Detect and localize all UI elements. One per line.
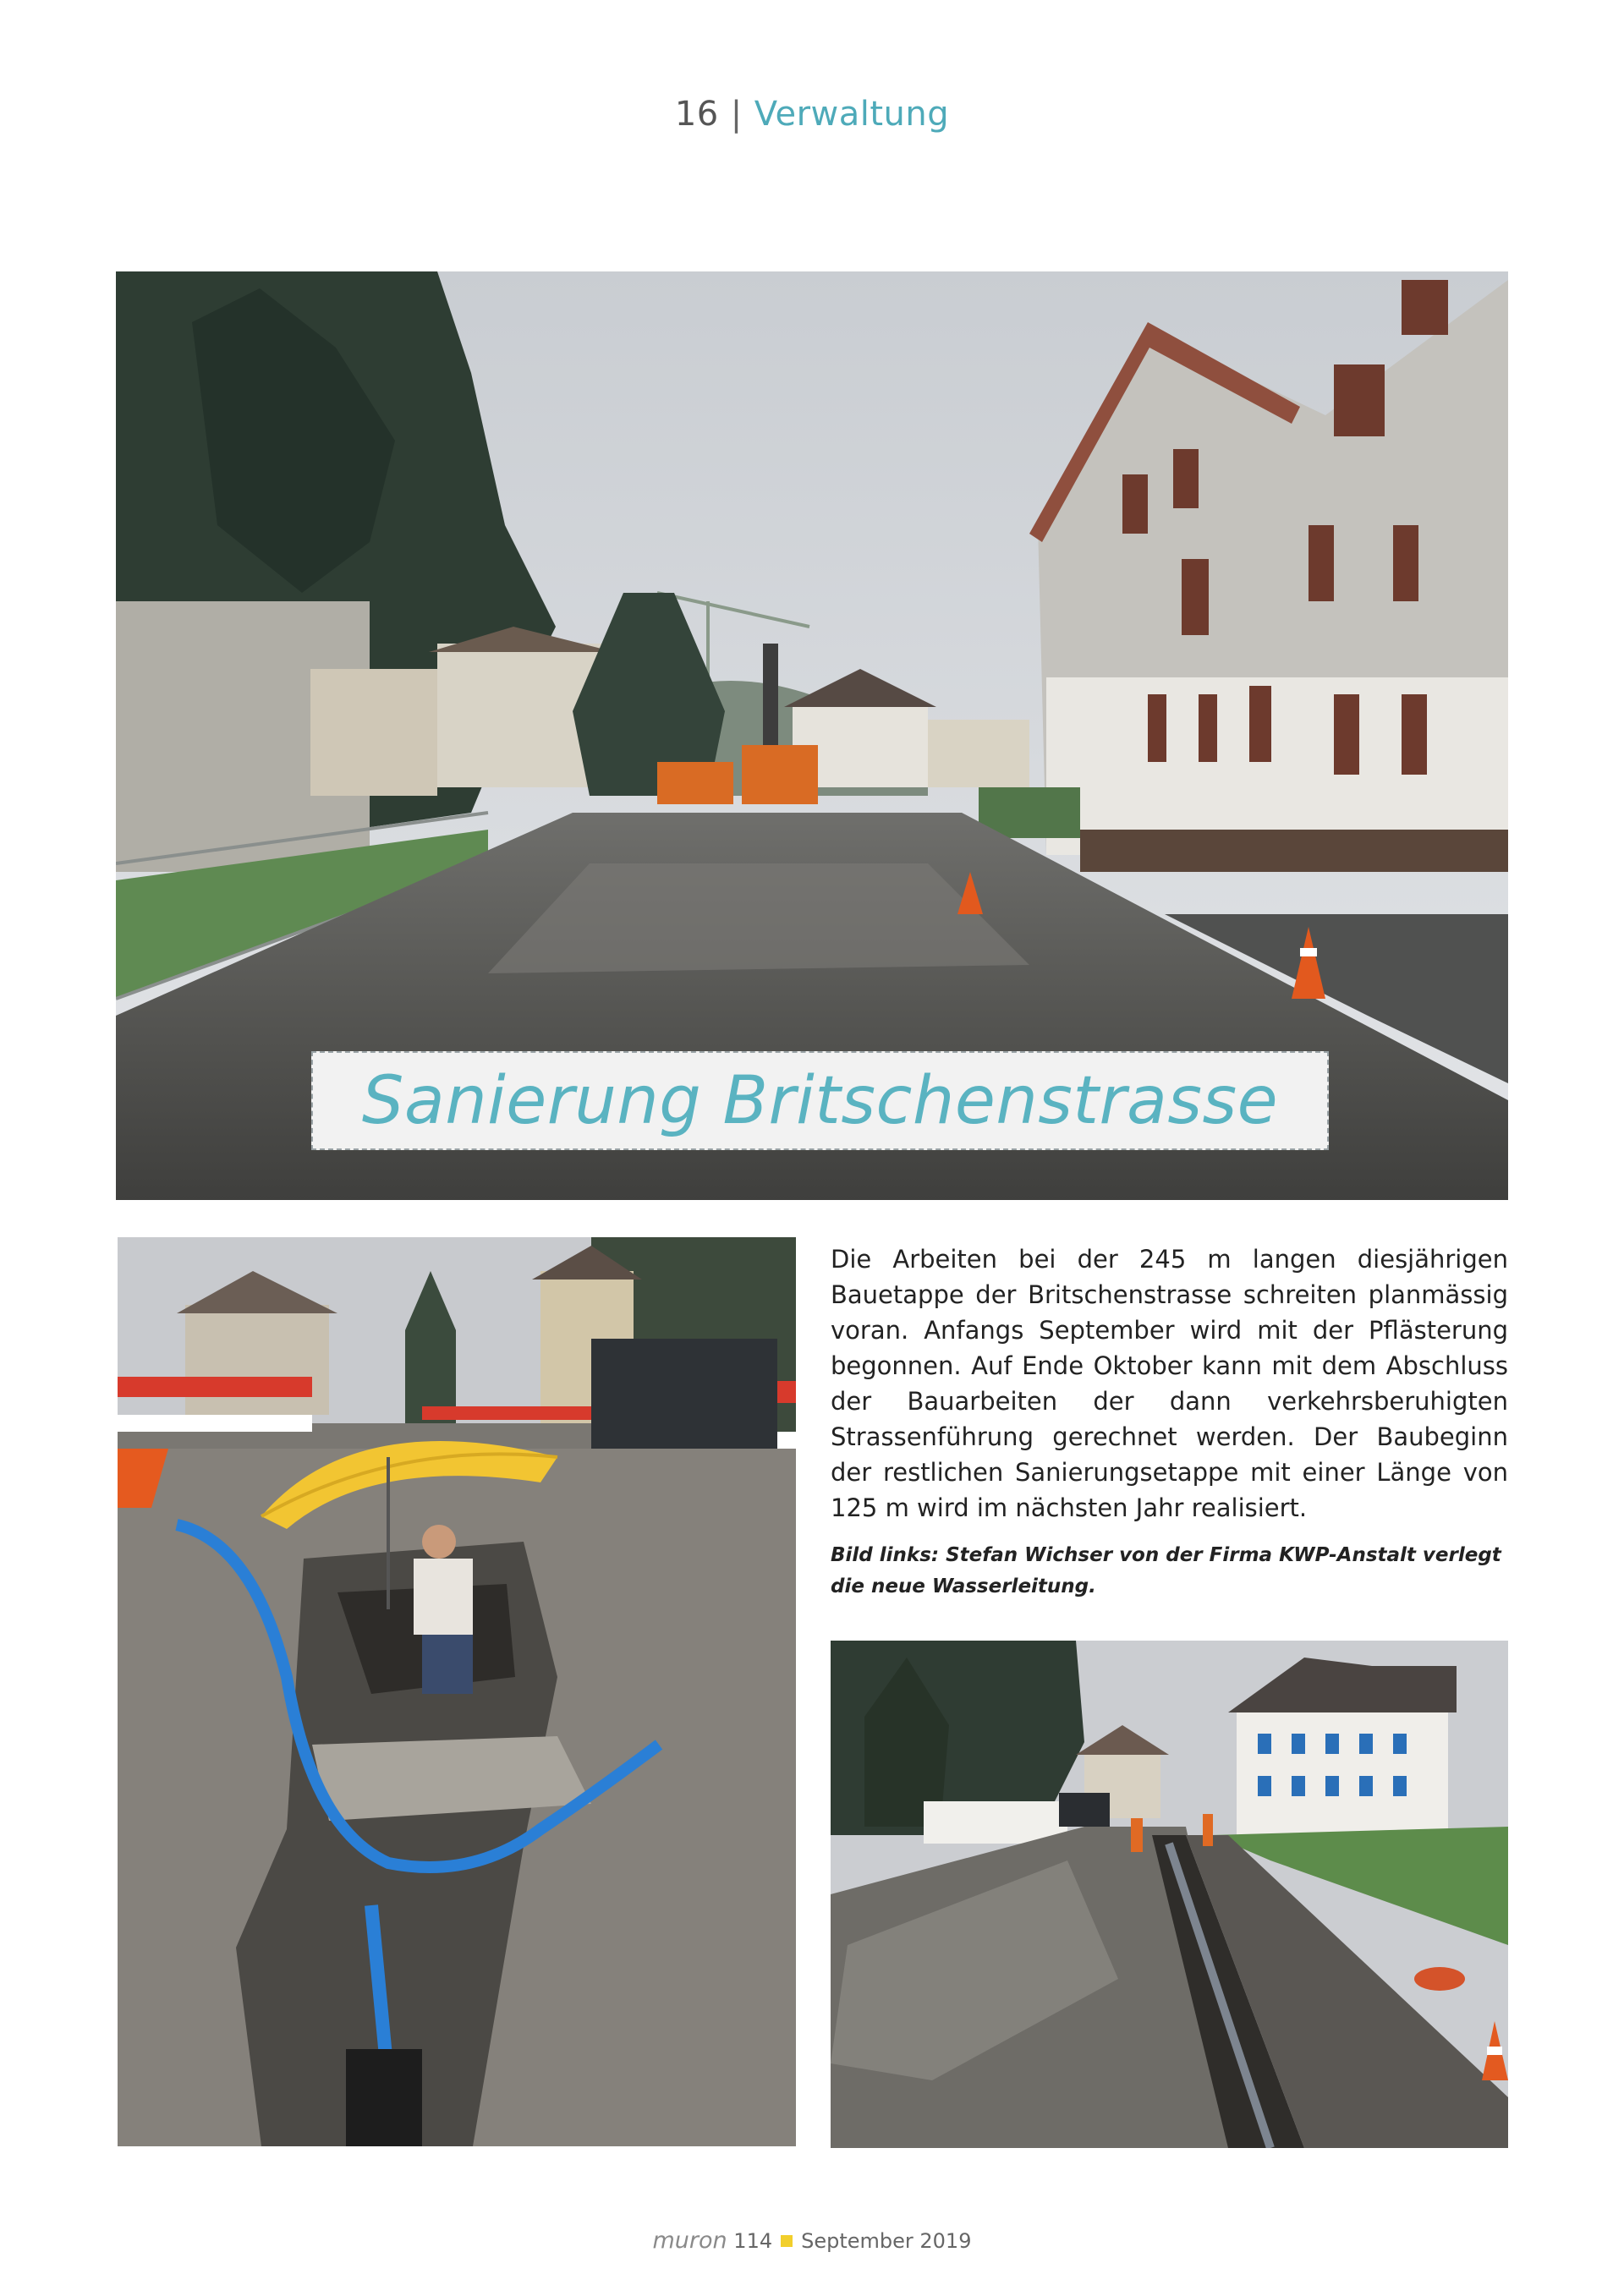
photo-pipeline-trench [831, 1641, 1508, 2148]
page-footer [0, 2228, 1624, 2254]
title-box [311, 1051, 1329, 1150]
issue-number: 114 [733, 2229, 773, 2253]
page-header [0, 95, 1624, 134]
header-separator: | [730, 95, 743, 134]
section-name: Verwaltung [754, 95, 950, 134]
photo-caption: Bild links: Stefan Wichser von der Firma KWP-Anstalt verlegt die neue Wasserleitung. [831, 1544, 1501, 1597]
issue-date: September 2019 [801, 2229, 972, 2253]
article-body: Die Arbeiten bei der 245 m langen diesjährigen Bauetappe der Britschenstrasse schreiten planmässig voran. Anfangs September wird mit der Pflästerung begonnen. Auf Ende Oktober kann mit dem Abschluss der Bauarbeiten der dann verkehrsberuhigten Strassenführung gerechnet werden. Der Baubeginn der restlichen Sanierungsetappe mit einer Länge von 125 m wird im nächsten Jahr realisiert. [831, 1245, 1508, 1522]
magazine-name: muron [652, 2228, 727, 2254]
page-number: 16 [674, 95, 719, 134]
footer-square-icon [781, 2235, 793, 2247]
photo-trench-worker [118, 1237, 796, 2146]
article-title: Sanierung Britschenstrasse [361, 1062, 1279, 1139]
